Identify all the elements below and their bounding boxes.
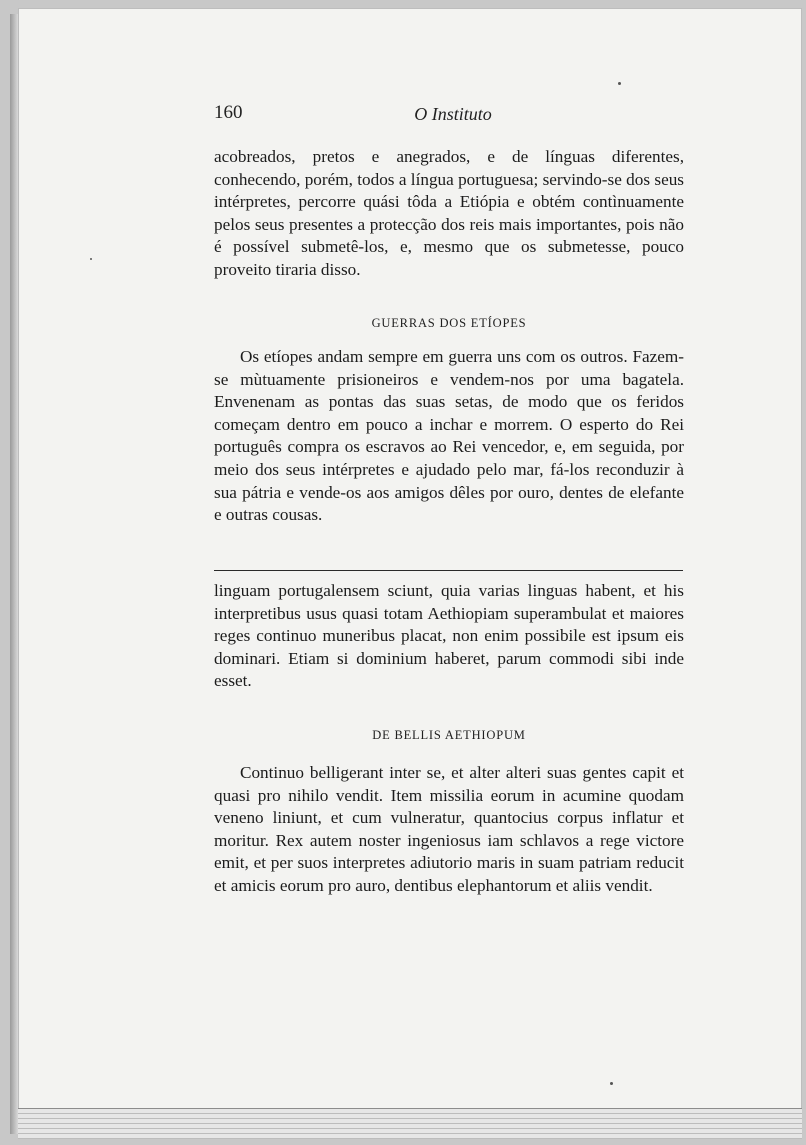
portuguese-section-heading: GUERRAS DOS ETÍOPES (371, 316, 527, 330)
footnote-separator-rule (214, 570, 683, 571)
running-title: O Instituto (414, 104, 492, 124)
scan-speck (618, 82, 621, 85)
portuguese-section-block (214, 346, 684, 527)
scan-speck (610, 1082, 613, 1085)
latin-section-heading: DE BELLIS AETHIOPUM (372, 728, 526, 742)
latin-section-paragraph: Continuo belligerant inter se, et alter alteri suas gentes capit et quasi pro nihilo vendit. Item missilia eorum in acumine quodam veneno liniunt, et cum vulneratur, quantocius corpus inflatur et moritur. Rex autem noster ingeniosus iam schlavos a rege victore emit, et per suos interpretes adiutorio maris in suam patriam reducit et amicis eorum pro auro, dentibus elephantorum et aliis vendit. (214, 763, 684, 895)
page-stack-bottom-edge (18, 1108, 802, 1139)
portuguese-opening-block (214, 146, 684, 282)
latin-section-block (214, 762, 684, 898)
latin-opening-block (214, 580, 684, 693)
latin-opening-paragraph: linguam portugalensem sciunt, quia varias linguas habent, et his interpretibus usus quasi totam Aethiopiam superambulat et maiores reges continuo muneribus placat, non enim possibile est ipsum eis dominari. Etiam si dominium haberet, parum commodi sibi inde esset. (214, 581, 684, 691)
portuguese-section-paragraph: Os etíopes andam sempre em guerra uns com os outros. Fazem-se mùtuamente prisioneiros e vendem-nos por uma bagatela. Envenenam as pontas das suas setas, de modo que os feridos começam dentro em pouco a inchar e morrem. O esperto do Rei português compra os escravos ao Rei vencedor, e, em seguida, por meio dos seus intérpretes e ajudado pelo mar, fá-los reconduzir à sua pátria e vende-os aos amigos dêles por ouro, dentes de elefante e outras cousas. (214, 347, 684, 525)
page-stack-left-edge (10, 14, 18, 1134)
page-number: 160 (214, 102, 243, 123)
scan-speck (90, 258, 92, 260)
portuguese-opening-paragraph: acobreados, pretos e anegrados, e de línguas diferentes, conhecendo, porém, todos a língua portuguesa; servindo-se dos seus intérpretes, percorre quási tôda a Etiópia e obtém contìnuamente pelos seus presentes a protecção dos reis mais importantes, pois não é possível submetê-los, e, mesmo que os submetesse, pouco proveito tiraria disso. (214, 147, 684, 279)
